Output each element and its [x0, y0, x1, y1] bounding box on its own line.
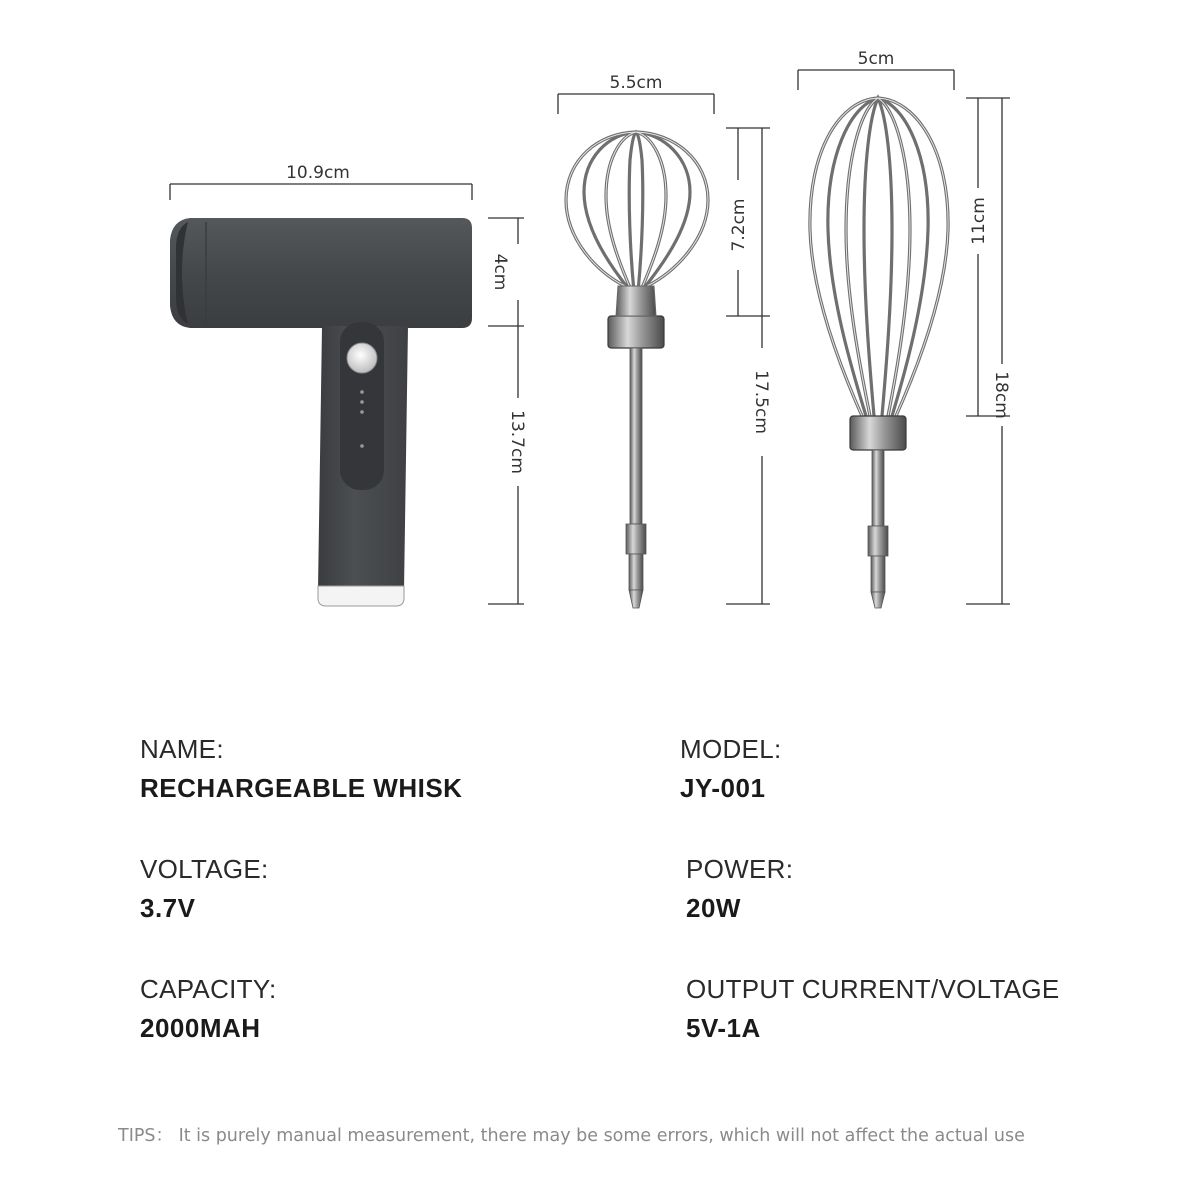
spec-voltage-value: 3.7V	[140, 893, 196, 923]
tips-note: TIPS： It is purely manual measurement, there may be some errors, which will not affect the actual use	[118, 1126, 1025, 1146]
spec-name-value: RECHARGEABLE WHISK	[140, 773, 463, 803]
spec-model	[680, 734, 781, 804]
mixer-width-dimension	[170, 184, 472, 200]
mixer-handle-height-label: 13.7cm	[507, 410, 527, 474]
whisk-1-total-height-label: 17.5cm	[751, 370, 771, 434]
mixer-width-label: 10.9cm	[286, 163, 350, 183]
spec-name	[140, 734, 462, 804]
spec-voltage	[140, 854, 269, 924]
spec-capacity	[140, 974, 277, 1044]
spec-power-value: 20W	[686, 893, 741, 923]
whisk-2-total-height-label: 18cm	[991, 371, 1011, 419]
spec-output-value: 5V-1A	[686, 1013, 761, 1043]
whisk-2-width-label: 5cm	[857, 49, 895, 69]
whisk-2-image	[810, 98, 948, 608]
spec-power	[686, 854, 793, 924]
spec-capacity-value: 2000MAH	[140, 1013, 261, 1043]
whisk-2-width-dimension	[798, 70, 954, 90]
whisk-2-height-dimension	[966, 98, 1010, 604]
whisk-1-width-label: 5.5cm	[609, 73, 663, 93]
spec-model-value: JY-001	[680, 773, 766, 803]
mixer-head-height-label: 4cm	[490, 253, 510, 291]
spec-name-label: NAME:	[140, 734, 224, 764]
whisk-1-head-height-label: 7.2cm	[729, 198, 749, 252]
whisk-1-width-dimension	[558, 94, 714, 114]
whisk-1-image	[566, 132, 708, 608]
spec-voltage-label: VOLTAGE:	[140, 854, 269, 884]
spec-output-label: OUTPUT CURRENT/VOLTAGE	[686, 974, 1060, 1004]
spec-model-label: MODEL:	[680, 734, 782, 764]
spec-capacity-label: CAPACITY:	[140, 974, 277, 1004]
spec-output	[686, 974, 1060, 1044]
whisk-2-head-height-label: 11cm	[969, 197, 989, 245]
mixer-body-image	[170, 218, 472, 606]
spec-power-label: POWER:	[686, 854, 794, 884]
